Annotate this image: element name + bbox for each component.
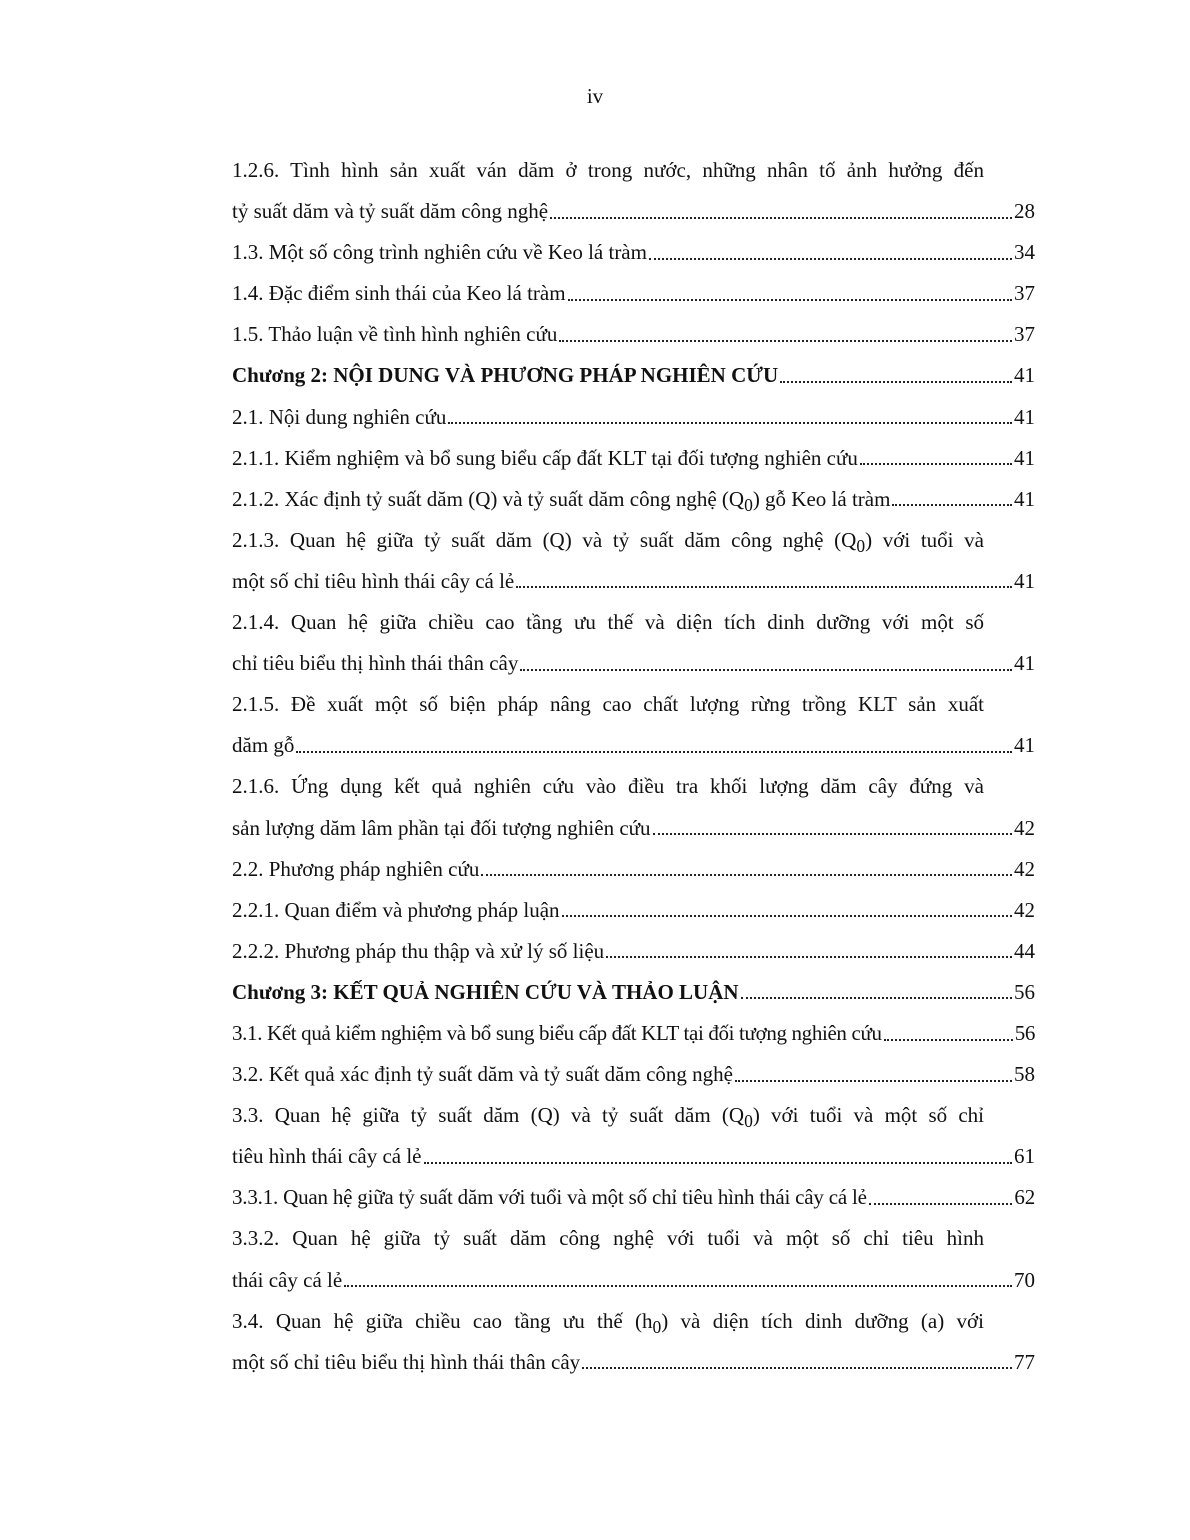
toc-page-number: 44: [1014, 938, 1035, 963]
table-of-contents: [232, 150, 1035, 1383]
toc-entry-2-1-6-line1: 2.1.6. Ứng dụng kết quả nghiên cứu vào điều tra khối lượng dăm cây đứng và: [232, 774, 984, 799]
toc-entry-3-3-line1: 3.3. Quan hệ giữa tỷ suất dăm (Q) và tỷ suất dăm $(Q_0)$ với tuổi và một số chỉ: [232, 1103, 984, 1132]
leader-dots: [448, 422, 1012, 424]
toc-page-number: 34: [1014, 240, 1035, 265]
toc-entry-2-1[interactable]: 2.1. Nội dung nghiên cứu 41: [232, 397, 1035, 438]
leader-dots: [892, 504, 1012, 506]
toc-page-number: 62: [1014, 1185, 1035, 1210]
toc-page-number: 37: [1014, 322, 1035, 347]
toc-entry-2-2-2[interactable]: 2.2.2. Phương pháp thu thập và xử lý số liệu 44: [232, 931, 1035, 972]
toc-entry-3-1[interactable]: 3.1. Kết quả kiểm nghiệm và bổ sung biểu cấp đất KLT tại đối tượng nghiên cứu 56: [232, 1013, 1035, 1054]
toc-page-number: 41: [1014, 363, 1035, 388]
toc-entry-2-1-5[interactable]: dăm gỗ 41: [232, 725, 1035, 766]
toc-page-number: 42: [1014, 856, 1035, 881]
toc-entry-3-2[interactable]: 3.2. Kết quả xác định tỷ suất dăm và tỷ suất dăm công nghệ 58: [232, 1054, 1035, 1095]
toc-page-number: 41: [1014, 404, 1035, 429]
toc-page-number: 41: [1014, 568, 1035, 593]
toc-entry-3-4-line1: 3.4. Quan hệ giữa chiều cao tầng ưu thế $(h_0)$ và diện tích dinh dưỡng (a) với: [232, 1308, 984, 1337]
leader-dots: [780, 381, 1012, 383]
toc-page-number: 42: [1014, 897, 1035, 922]
leader-dots: [550, 217, 1012, 219]
toc-page-number: 37: [1014, 281, 1035, 306]
toc-entry-3-3-2-line1: 3.3.2. Quan hệ giữa tỷ suất dăm công nghệ với tuổi và một số chỉ tiêu hình: [232, 1226, 984, 1251]
toc-entry-1-4[interactable]: 1.4. Đặc điểm sinh thái của Keo lá tràm 37: [232, 273, 1035, 314]
toc-entry-2-1-1[interactable]: 2.1.1. Kiểm nghiệm và bổ sung biểu cấp đất KLT tại đối tượng nghiên cứu 41: [232, 438, 1035, 479]
toc-entry-3-3-2[interactable]: thái cây cá lẻ 70: [232, 1260, 1035, 1301]
leader-dots: [735, 1080, 1012, 1082]
toc-page-number: 56: [1014, 979, 1035, 1004]
toc-entry-2-1-3[interactable]: một số chỉ tiêu hình thái cây cá lẻ 41: [232, 561, 1035, 602]
leader-dots: [481, 874, 1012, 876]
toc-entry-2-1-3-line1: 2.1.3. Quan hệ giữa tỷ suất dăm (Q) và tỷ suất dăm công nghệ $(Q_0)$ với tuổi và: [232, 527, 984, 557]
toc-page-number: 42: [1014, 815, 1035, 840]
toc-entry-1-2-6[interactable]: tỷ suất dăm và tỷ suất dăm công nghệ 28: [232, 191, 1035, 232]
toc-entry-2-2-1[interactable]: 2.2.1. Quan điểm và phương pháp luận 42: [232, 890, 1035, 931]
leader-dots: [424, 1162, 1012, 1164]
toc-entry-1-3[interactable]: 1.3. Một số công trình nghiên cứu về Keo lá tràm 34: [232, 232, 1035, 273]
toc-page-number: 41: [1014, 486, 1035, 511]
toc-page-number: 41: [1014, 445, 1035, 470]
toc-entry-3-3[interactable]: tiêu hình thái cây cá lẻ 61: [232, 1136, 1035, 1177]
toc-page-number: 28: [1014, 199, 1035, 224]
toc-page-number: 41: [1014, 733, 1035, 758]
toc-page-number: 56: [1014, 1020, 1035, 1045]
leader-dots: [559, 340, 1012, 342]
toc-entry-2-1-4[interactable]: chỉ tiêu biểu thị hình thái thân cây 41: [232, 643, 1035, 684]
toc-page-number: 77: [1014, 1349, 1035, 1374]
toc-page-number: 58: [1014, 1062, 1035, 1087]
toc-entry-2-2[interactable]: 2.2. Phương pháp nghiên cứu 42: [232, 849, 1035, 890]
toc-entry-1-5[interactable]: 1.5. Thảo luận về tình hình nghiên cứu 37: [232, 314, 1035, 355]
page-number: iv: [586, 84, 604, 108]
toc-entry-2-1-2[interactable]: 2.1.2. Xác định tỷ suất dăm (Q) và tỷ suất dăm công nghệ $(Q_0)$ gỗ Keo lá tràm 41: [232, 479, 1035, 520]
toc-entry-1-2-6-line1: 1.2.6. Tình hình sản xuất ván dăm ở trong nước, những nhân tố ảnh hưởng đến: [232, 158, 984, 182]
leader-dots: [582, 1367, 1012, 1369]
toc-entry-2-1-5-line1: 2.1.5. Đề xuất một số biện pháp nâng cao chất lượng rừng trồng KLT sản xuất: [232, 692, 984, 717]
leader-dots: [520, 669, 1012, 671]
leader-dots: [516, 586, 1012, 588]
toc-entry-3-3-1[interactable]: 3.3.1. Quan hệ giữa tỷ suất dăm với tuổi và một số chỉ tiêu hình thái cây cá lẻ 62: [232, 1177, 1035, 1218]
toc-entry-3-4[interactable]: một số chỉ tiêu biểu thị hình thái thân cây 77: [232, 1342, 1035, 1383]
leader-dots: [568, 299, 1012, 301]
leader-dots: [296, 751, 1012, 753]
leader-dots: [562, 915, 1012, 917]
leader-dots: [884, 1039, 1013, 1041]
toc-page-number: 41: [1014, 651, 1035, 676]
leader-dots: [860, 463, 1012, 465]
leader-dots: [606, 956, 1012, 958]
leader-dots: [869, 1203, 1013, 1205]
toc-entry-2-1-6[interactable]: sản lượng dăm lâm phần tại đối tượng nghiên cứu 42: [232, 808, 1035, 849]
toc-entry-2-1-4-line1: 2.1.4. Quan hệ giữa chiều cao tầng ưu thế và diện tích dinh dưỡng với một số: [232, 610, 984, 635]
leader-dots: [649, 258, 1012, 260]
toc-page-number: 70: [1014, 1267, 1035, 1292]
toc-chapter-3[interactable]: Chương 3: KẾT QUẢ NGHIÊN CỨU VÀ THẢO LUẬN 56: [232, 972, 1035, 1013]
leader-dots: [653, 833, 1012, 835]
toc-chapter-2[interactable]: Chương 2: NỘI DUNG VÀ PHƯƠNG PHÁP NGHIÊN CỨU 41: [232, 355, 1035, 396]
toc-page-number: 61: [1014, 1144, 1035, 1169]
leader-dots: [741, 997, 1012, 999]
leader-dots: [344, 1285, 1012, 1287]
